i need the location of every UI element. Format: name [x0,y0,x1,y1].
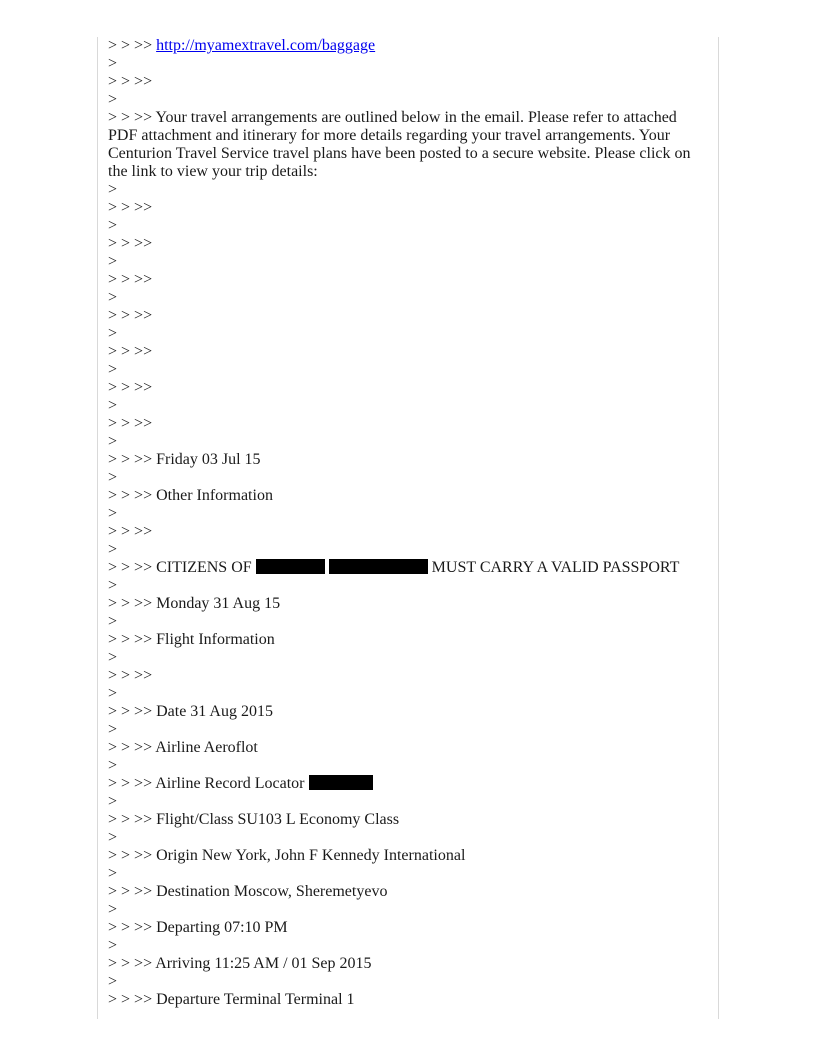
citizens-suffix: MUST CARRY A VALID PASSPORT [431,559,680,576]
quote-line: > [108,253,118,270]
quote-line: > [108,973,118,990]
flight-date: Date 31 Aug 2015 [156,703,273,720]
quote-line: > [108,541,118,558]
origin: Origin New York, John F Kennedy International [156,847,466,864]
flight-info-line [108,631,704,649]
arriving-line [108,955,704,973]
quote-prefix: > > >> [108,847,153,864]
quote-line: > [108,505,118,522]
quote-line: > [108,829,118,846]
destination-line [108,883,704,901]
day-heading-line [108,595,704,613]
departure-terminal-line [108,991,704,1009]
baggage-link-line [108,37,704,55]
quote-line: > [108,469,118,486]
redaction-block [256,559,325,574]
flight-class: Flight/Class SU103 L Economy Class [156,811,400,828]
flight-date-line [108,703,704,721]
baggage-link[interactable]: http://myamextravel.com/baggage [156,37,376,54]
quote-line: > [108,217,118,234]
citizens-prefix: CITIZENS OF [156,559,252,576]
quote-line: > [108,55,118,72]
day-heading: Monday 31 Aug 15 [156,595,281,612]
quote-prefix: > > >> [108,109,153,126]
quote-line: > [108,649,118,666]
email-body [108,37,704,1009]
quote-prefix: > > >> [108,739,153,756]
quote-prefix: > > >> [108,37,153,54]
quote-prefix: > > >> [108,919,153,936]
departing-line [108,919,704,937]
passport-notice-line [108,559,704,577]
quote-prefix: > > >> [108,559,153,576]
quote-prefix: > > >> [108,775,153,792]
empty-quoted-line: > > >> [108,73,153,90]
quote-line: > [108,361,118,378]
quote-prefix: > > >> [108,487,153,504]
empty-quoted-line: > > >> [108,271,153,288]
empty-quoted-line: > > >> [108,379,153,396]
day-heading-line [108,451,704,469]
quote-prefix: > > >> [108,991,153,1008]
quote-line: > [108,181,118,198]
other-info-line [108,487,704,505]
flight-info-heading: Flight Information [156,631,275,648]
origin-line [108,847,704,865]
airline-line [108,739,704,757]
empty-quoted-line: > > >> [108,667,153,684]
quote-prefix: > > >> [108,451,153,468]
quote-line: > [108,865,118,882]
quote-line: > [108,289,118,306]
empty-quoted-line: > > >> [108,343,153,360]
quote-prefix: > > >> [108,811,153,828]
empty-quoted-line: > > >> [108,307,153,324]
departing-time: Departing 07:10 PM [156,919,288,936]
quote-line: > [108,937,118,954]
quote-line: > [108,397,118,414]
quote-prefix: > > >> [108,955,153,972]
empty-quoted-line: > > >> [108,235,153,252]
quote-line: > [108,577,118,594]
intro-text: Your travel arrangements are outlined below in the email. Please refer to attached PDF attachment and itinerary for more details regarding your travel arrangements. Your Centurion Travel Service travel plans have been posted to a secure website. Please click on the link to view your trip details: [108,109,691,180]
quote-line: > [108,613,118,630]
quote-line: > [108,757,118,774]
arriving-time: Arriving 11:25 AM / 01 Sep 2015 [155,955,372,972]
quote-line: > [108,721,118,738]
quote-line: > [108,91,118,108]
quote-line: > [108,325,118,342]
day-heading: Friday 03 Jul 15 [156,451,261,468]
flight-class-line [108,811,704,829]
quote-line: > [108,433,118,450]
empty-quoted-line: > > >> [108,415,153,432]
destination: Destination Moscow, Sheremetyevo [156,883,388,900]
intro-paragraph [108,109,704,181]
empty-quoted-line: > > >> [108,523,153,540]
airline: Airline Aeroflot [155,739,258,756]
other-info-heading: Other Information [156,487,273,504]
quote-line: > [108,685,118,702]
redaction-block [329,559,428,574]
quote-prefix: > > >> [108,631,153,648]
redaction-block [309,775,373,790]
record-locator-line [108,775,704,793]
departure-terminal: Departure Terminal Terminal 1 [156,991,355,1008]
empty-quoted-line: > > >> [108,199,153,216]
quote-line: > [108,901,118,918]
quote-line: > [108,793,118,810]
quote-prefix: > > >> [108,703,153,720]
record-locator-label: Airline Record Locator [155,775,305,792]
quote-prefix: > > >> [108,883,153,900]
quote-prefix: > > >> [108,595,153,612]
